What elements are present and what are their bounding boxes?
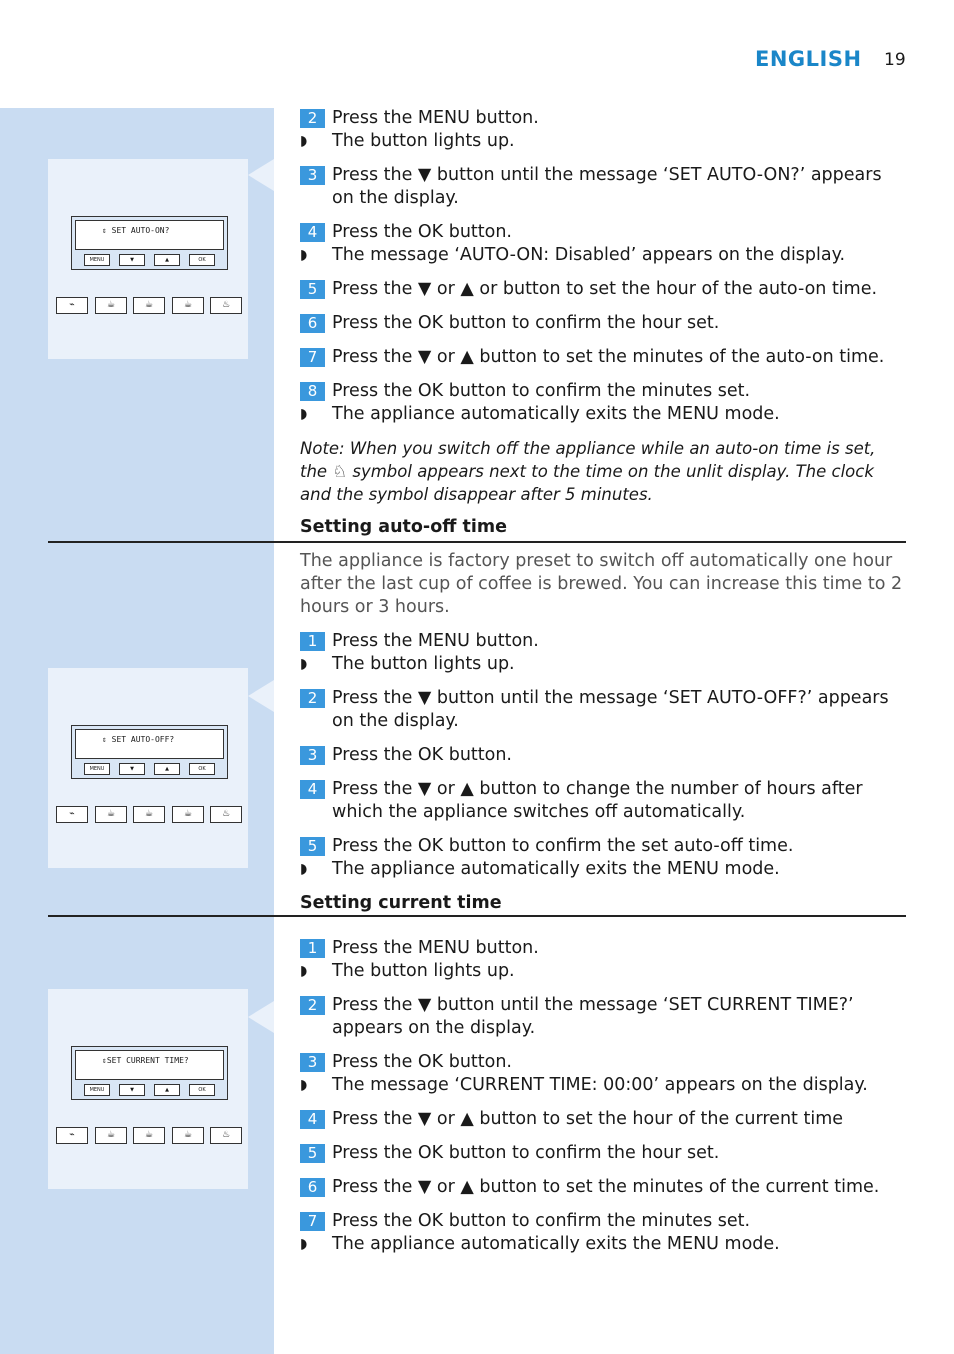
step-text: Press the ▼ or ▲ button to set the minutes of the auto-on time. [332,347,885,367]
result-text: The appliance automatically exits the MENU mode. [332,1234,780,1254]
step-text: Press the MENU button. [332,938,539,958]
display-button-row [84,254,214,266]
step-result [300,244,906,267]
panel-pointer-arrow [248,159,274,191]
panel-pointer-arrow [248,1001,274,1033]
menu-button[interactable]: MENU [84,254,110,266]
step-number: 5 [300,837,325,856]
step-number: 1 [300,939,325,958]
step [300,1108,906,1131]
step-text: Press the ▼ or ▲ button to set the hour of the current time [332,1109,844,1129]
step-number: 5 [300,280,325,299]
result-text: The message ‘CURRENT TIME: 00:00’ appears on the display. [332,1075,868,1095]
step [300,687,906,733]
bullet-icon: ◗ [300,133,308,149]
step-text: Press the OK button to confirm the set auto-off time. [332,836,794,856]
step-text: Press the OK button to confirm the minutes set. [332,1211,751,1231]
step-text: Press the OK button to confirm the hour set. [332,313,720,333]
beverage-button-row [56,1127,242,1144]
bullet-icon: ◗ [300,247,308,263]
step-number: 7 [300,348,325,367]
step-number: 7 [300,1212,325,1231]
display-button-row [84,1084,214,1096]
step-result [300,858,906,881]
bullet-icon: ◗ [300,1077,308,1093]
step-number: 2 [300,689,325,708]
result-text: The button lights up. [332,131,515,151]
step [300,1051,906,1074]
step [300,1142,906,1165]
page-number: 19 [884,50,906,70]
ok-button[interactable]: OK [189,1084,215,1096]
machine-display [71,216,228,270]
aroma-icon[interactable]: ⌁ [56,297,88,314]
espresso-cup-icon[interactable]: ☕ [95,1127,127,1144]
machine-display [71,725,228,779]
step [300,778,906,824]
bullet-icon: ◗ [300,406,308,422]
step-number: 4 [300,780,325,799]
step-result [300,130,906,153]
panel-pointer-arrow [248,680,274,712]
step [300,744,906,767]
section-divider [48,915,906,917]
step-result [300,403,906,426]
step [300,994,906,1040]
section-auto-on-steps [300,107,906,539]
step-result [300,1233,906,1256]
down-button[interactable]: ▼ [119,763,145,775]
step-number: 1 [300,632,325,651]
section-heading-auto-off: Setting auto-off time [300,517,507,537]
step [300,346,906,369]
step-number: 4 [300,1110,325,1129]
menu-button[interactable]: MENU [84,763,110,775]
lcd-text: ⇕ SET AUTO-OFF? [102,735,175,744]
lcd-screen [75,220,224,250]
beverage-button-row [56,806,242,823]
step-text: Press the OK button to confirm the minutes set. [332,381,751,401]
step-text: Press the OK button to confirm the hour set. [332,1143,720,1163]
coffee-cup-icon[interactable]: ☕ [133,297,165,314]
espresso-cup-icon[interactable]: ☕ [95,297,127,314]
section-heading-current-time: Setting current time [300,893,502,913]
step-text: Press the ▼ button until the message ‘SET CURRENT TIME?’ appears on the display. [332,995,854,1038]
result-text: The button lights up. [332,654,515,674]
step-number: 5 [300,1144,325,1163]
step-number: 8 [300,382,325,401]
step-text: Press the ▼ button until the message ‘SET AUTO-OFF?’ appears on the display. [332,688,889,731]
bullet-icon: ◗ [300,963,308,979]
beverage-button-row [56,297,242,314]
step [300,107,906,130]
step-text: Press the MENU button. [332,108,539,128]
illustration-panel-auto-on [48,159,248,359]
coffee-cup-icon[interactable]: ☕ [133,806,165,823]
step-result [300,960,906,983]
up-button[interactable]: ▲ [154,763,180,775]
up-button[interactable]: ▲ [154,254,180,266]
menu-button[interactable]: MENU [84,1084,110,1096]
step [300,1210,906,1233]
step-number: 3 [300,166,325,185]
large-cup-icon[interactable]: ☕ [172,1127,204,1144]
step-text: Press the OK button. [332,1052,512,1072]
section-divider [48,541,906,543]
note-text: Note: When you switch off the appliance while an auto-on time is set, the ♘ symbol appears next to the time on the unlit display. The clock and the symbol disappear after 5 minutes. [300,439,876,504]
step-number: 2 [300,109,325,128]
step-text: Press the MENU button. [332,631,539,651]
step [300,937,906,960]
step-text: Press the ▼ or ▲ button to set the minutes of the current time. [332,1177,880,1197]
step-number: 3 [300,1053,325,1072]
step [300,278,906,301]
bullet-icon: ◗ [300,861,308,877]
down-button[interactable]: ▼ [119,254,145,266]
step-text: Press the ▼ or ▲ or button to set the hour of the auto-on time. [332,279,878,299]
lcd-text: ⇕SET CURRENT TIME? [102,1056,189,1065]
result-text: The button lights up. [332,961,515,981]
result-text: The appliance automatically exits the MENU mode. [332,859,780,879]
machine-display [71,1046,228,1100]
espresso-cup-icon[interactable]: ☕ [95,806,127,823]
step-number: 4 [300,223,325,242]
step [300,312,906,335]
illustration-panel-auto-off [48,668,248,868]
step-result [300,1074,906,1097]
large-cup-icon[interactable]: ☕ [172,297,204,314]
step-number: 2 [300,996,325,1015]
section-current-time-steps [300,937,906,1256]
up-button[interactable]: ▲ [154,1084,180,1096]
step [300,380,906,403]
step [300,630,906,653]
step-result [300,653,906,676]
ok-button[interactable]: OK [189,254,215,266]
step [300,221,906,244]
down-button[interactable]: ▼ [119,1084,145,1096]
coffee-cup-icon[interactable]: ☕ [133,1127,165,1144]
step-text: Press the ▼ button until the message ‘SET AUTO-ON?’ appears on the display. [332,165,882,208]
steam-icon[interactable]: ♨ [210,297,242,314]
display-button-row [84,763,214,775]
steam-icon[interactable]: ♨ [210,806,242,823]
illustration-panel-current-time [48,989,248,1189]
language-label: ENGLISH [755,47,862,71]
step-number: 6 [300,314,325,333]
lcd-text: ⇕ SET AUTO-ON? [102,226,170,235]
section-auto-off-steps [300,550,906,915]
bullet-icon: ◗ [300,1236,308,1252]
result-text: The appliance automatically exits the MENU mode. [332,404,780,424]
bullet-icon: ◗ [300,656,308,672]
large-cup-icon[interactable]: ☕ [172,806,204,823]
result-text: The message ‘AUTO-ON: Disabled’ appears on the display. [332,245,846,265]
step [300,164,906,210]
step [300,1176,906,1199]
aroma-icon[interactable]: ⌁ [56,1127,88,1144]
step-text: Press the ▼ or ▲ button to change the number of hours after which the appliance switches off automatically. [332,779,863,822]
lcd-screen [75,1050,224,1080]
step-text: Press the OK button. [332,222,512,242]
step-number: 3 [300,746,325,765]
lcd-screen [75,729,224,759]
steam-icon[interactable]: ♨ [210,1127,242,1144]
step [300,835,906,858]
step-text: Press the OK button. [332,745,512,765]
intro-paragraph: The appliance is factory preset to switch off automatically one hour after the last cup of coffee is brewed. You can increase this time to 2 hours or 3 hours. [300,551,903,617]
aroma-icon[interactable]: ⌁ [56,806,88,823]
ok-button[interactable]: OK [189,763,215,775]
step-number: 6 [300,1178,325,1197]
